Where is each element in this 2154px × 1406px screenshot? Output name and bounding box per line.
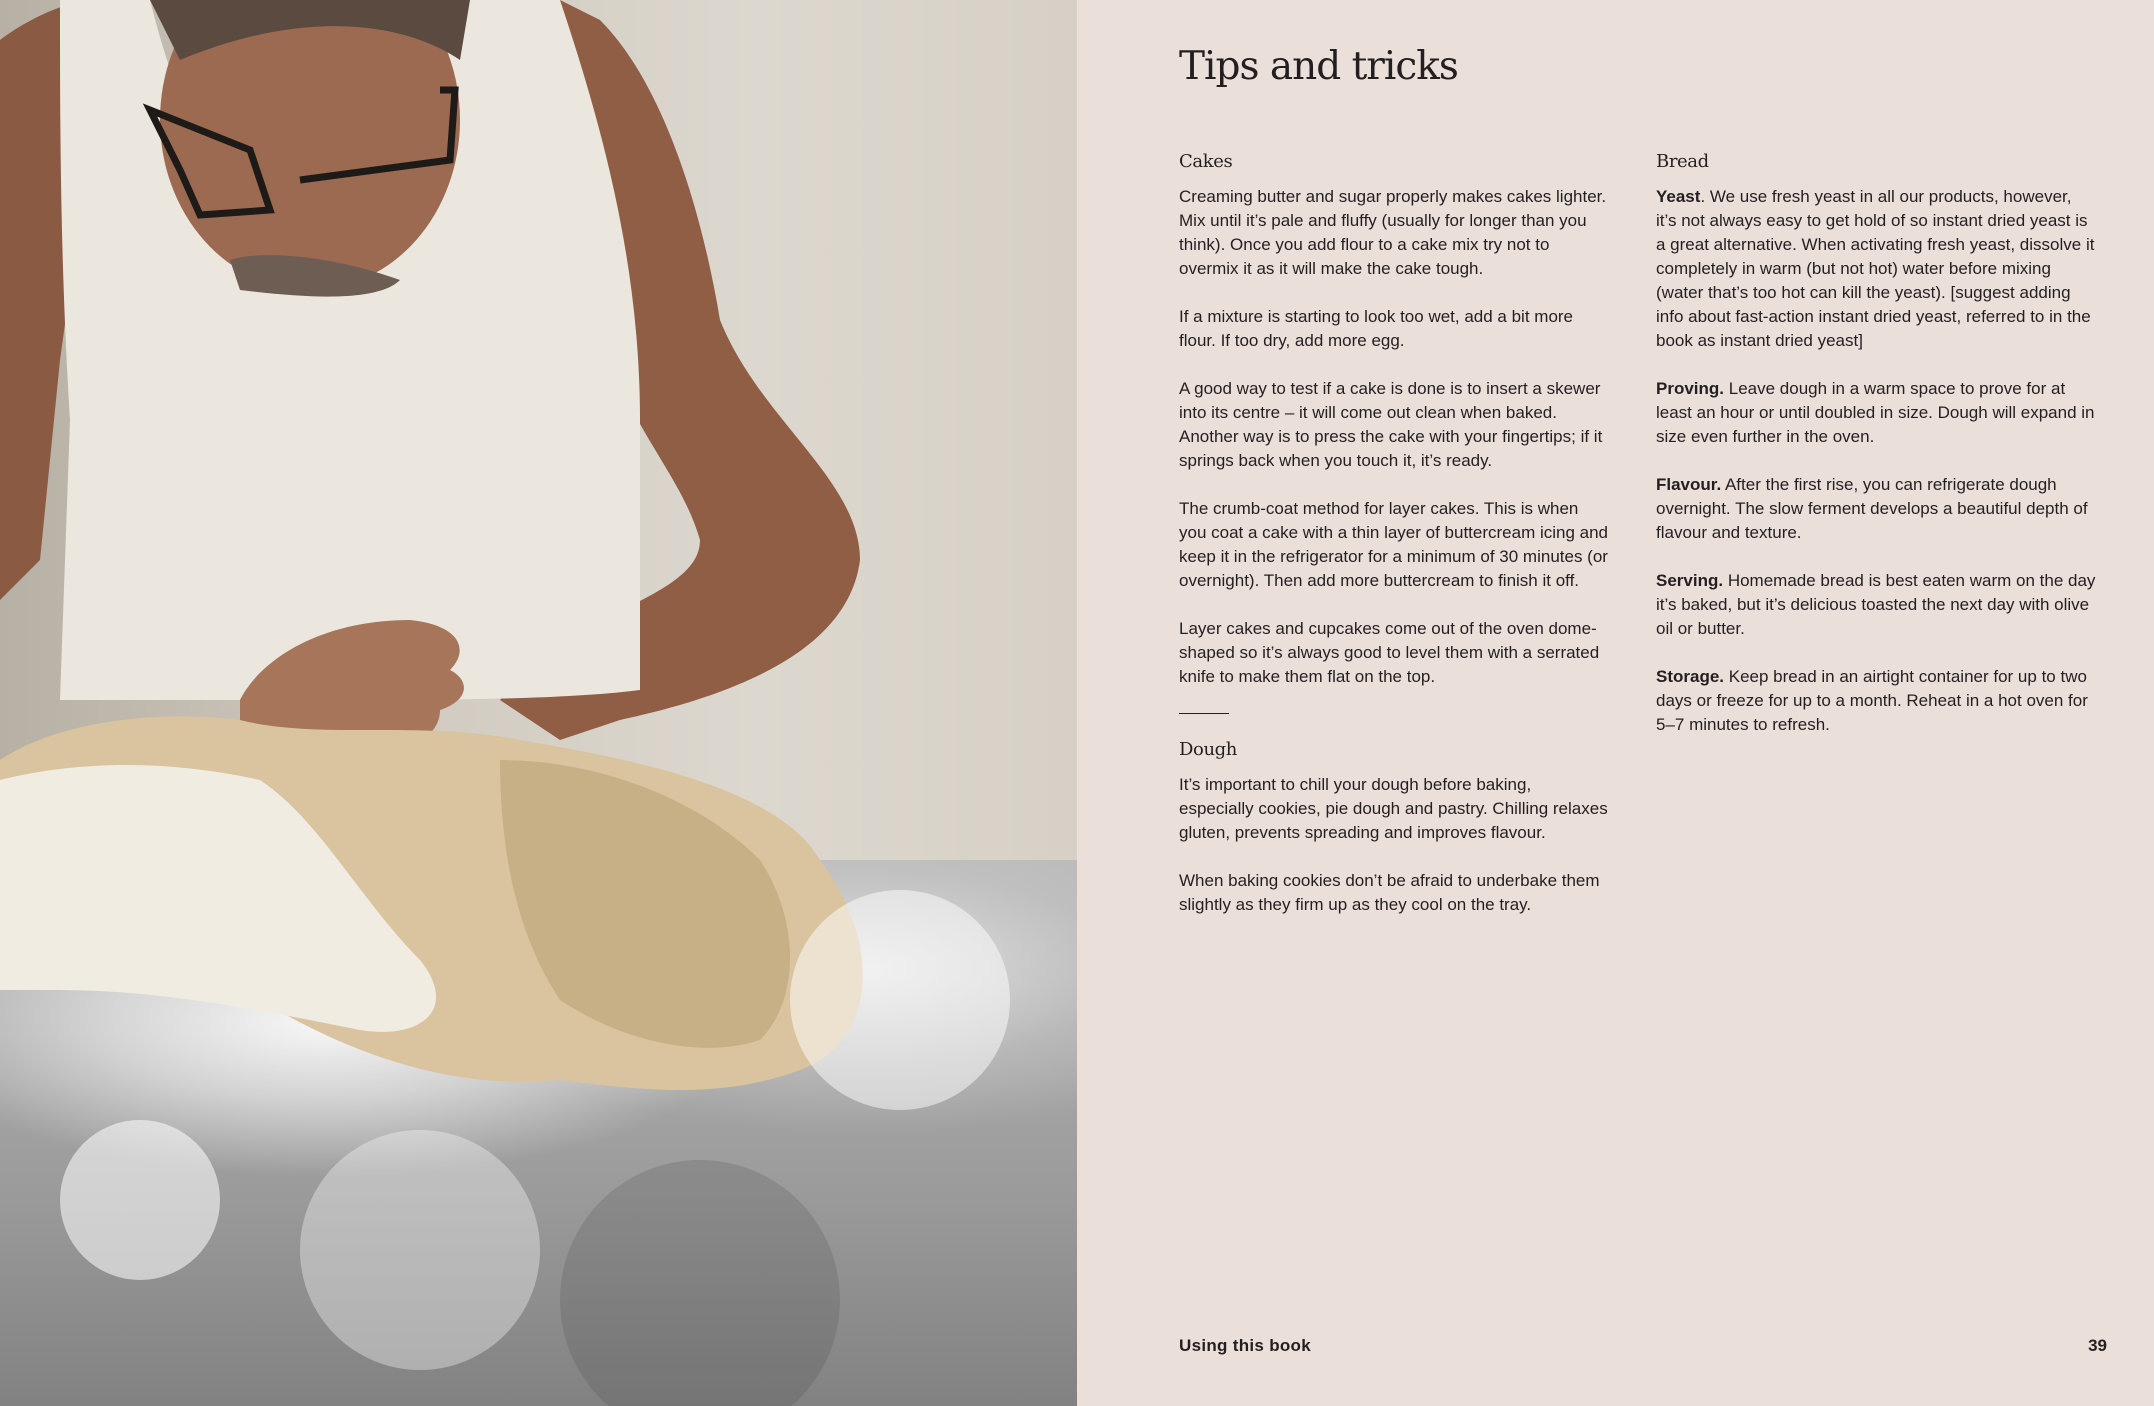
left-column [1179, 150, 1609, 941]
page-title: Tips and tricks [1179, 44, 1458, 89]
bread-tip-text: Keep bread in an airtight container for up to two days or freeze for up to a month. Reheat in a hot oven for 5–7 minutes to refresh. [1656, 667, 2088, 734]
bread-tip-term: Yeast [1656, 187, 1701, 206]
cakes-paragraph: Creaming butter and sugar properly makes cakes lighter. Mix until it’s pale and fluffy (usually for longer than you think). Once you add flour to a cake mix try not to overmix it as it will make the cake tough. [1179, 187, 1607, 278]
tips-text-page [1077, 0, 2154, 1406]
bread-tip-serving [1656, 569, 2096, 641]
cakes-paragraph: If a mixture is starting to look too wet, add a bit more flour. If too dry, add more egg. [1179, 307, 1574, 350]
bread-heading: Bread [1656, 151, 1709, 172]
bread-tip-text: Leave dough in a warm space to prove for at least an hour or until doubled in size. Dough will expand in size even further in the oven. [1656, 379, 2095, 446]
bread-tip-term: Serving. [1656, 571, 1724, 590]
photo-flour-patch [300, 1130, 540, 1370]
dough-heading: Dough [1179, 739, 1237, 760]
bread-tip-text: After the first rise, you can refrigerate dough overnight. The slow ferment develops a beautiful depth of flavour and texture. [1656, 475, 2088, 542]
cakes-heading: Cakes [1179, 151, 1233, 172]
photo-flour-patch [790, 890, 1010, 1110]
right-column [1656, 150, 2096, 761]
photo-counter-shadow [560, 1160, 840, 1406]
footer-section-title: Using this book [1179, 1336, 1311, 1355]
dough-paragraph: It’s important to chill your dough before baking, especially cookies, pie dough and pastry. Chilling relaxes gluten, prevents spreading and improves flavour. [1179, 775, 1608, 842]
dough-paragraph: When baking cookies don’t be afraid to underbake them slightly as they firm up as they cool on the tray. [1179, 871, 1600, 914]
bread-tip-term: Flavour. [1656, 475, 1722, 494]
bread-tip-text: . We use fresh yeast in all our products, however, it’s not always easy to get hold of so instant dried yeast is a great alternative. When activating fresh yeast, dissolve it completely in warm (but not hot) water before mixing (water that’s too hot can kill the yeast). [suggest adding info about fast-action instant dried yeast, referred to in the book as instant dried yeast] [1656, 187, 2095, 350]
cakes-paragraph: The crumb-coat method for layer cakes. This is when you coat a cake with a thin layer of buttercream icing and keep it in the refrigerator for a minimum of 30 minutes (or overnight). Then add more buttercream to finish it off. [1179, 499, 1609, 590]
page-number: 39 [2088, 1336, 2107, 1355]
bread-tip-flavour [1656, 473, 2096, 545]
bread-tip-term: Proving. [1656, 379, 1725, 398]
cakes-paragraph: A good way to test if a cake is done is to insert a skewer into its centre – it will come out clean when baked. Another way is to press the cake with your fingertips; if it springs back when you touch it, it’s ready. [1179, 379, 1603, 470]
bread-tip-term: Storage. [1656, 667, 1725, 686]
cakes-paragraph: Layer cakes and cupcakes come out of the oven dome-shaped so it’s always good to level them with a serrated knife to make them flat on the top. [1179, 619, 1600, 686]
bread-tip-yeast [1656, 185, 2096, 353]
section-divider [1179, 713, 1229, 714]
photo-flour-patch [60, 1120, 220, 1280]
bread-tip-storage [1656, 665, 2096, 737]
bread-tip-proving [1656, 377, 2096, 449]
bread-tip-text: Homemade bread is best eaten warm on the day it’s baked, but it’s delicious toasted the next day with olive oil or butter. [1656, 571, 2096, 638]
